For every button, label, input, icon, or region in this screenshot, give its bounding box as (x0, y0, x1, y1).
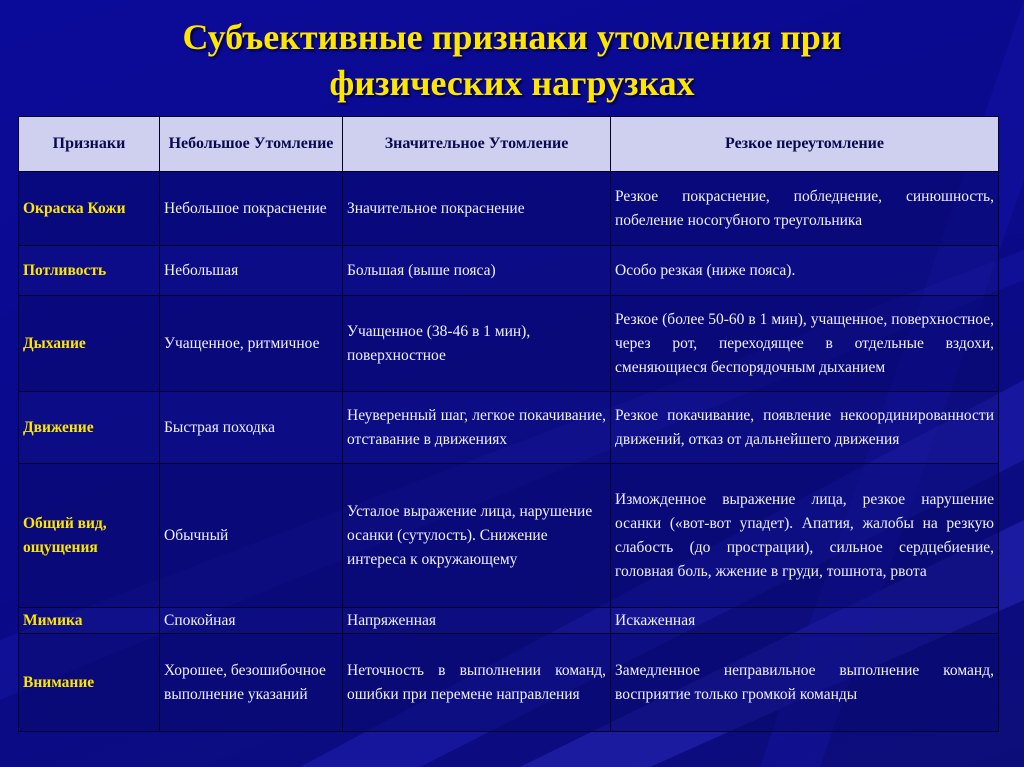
title-line-2: физических нагрузках (329, 63, 695, 103)
table-row (19, 392, 999, 464)
row-label: Внимание (19, 634, 160, 732)
cell-small: Хорошее, безошибочное выполнение указаний (160, 634, 343, 732)
cell-significant: Неуверенный шаг, легкое покачивание, отставание в движениях (343, 392, 611, 464)
cell-small: Обычный (160, 464, 343, 608)
cell-significant: Усталое выражение лица, нарушение осанки (сутулость). Снижение интереса к окружающему (343, 464, 611, 608)
table-row (19, 172, 999, 246)
cell-small: Спокойная (160, 608, 343, 634)
header-significant-fatigue: Значительное Утомление (343, 117, 611, 172)
cell-small: Быстрая походка (160, 392, 343, 464)
cell-significant: Большая (выше пояса) (343, 246, 611, 296)
table-row (19, 464, 999, 608)
table-row (19, 634, 999, 732)
cell-severe: Особо резкая (ниже пояса). (611, 246, 999, 296)
table-row (19, 246, 999, 296)
row-label: Потливость (19, 246, 160, 296)
cell-small: Небольшое покраснение (160, 172, 343, 246)
cell-severe: Резкое покачивание, появление некоординированности движений, отказ от дальнейшего движения (611, 392, 999, 464)
row-label: Окраска Кожи (19, 172, 160, 246)
cell-significant: Учащенное (38-46 в 1 мин), поверхностное (343, 296, 611, 392)
row-label: Общий вид, ощущения (19, 464, 160, 608)
page-title (0, 14, 1024, 106)
cell-severe: Искаженная (611, 608, 999, 634)
cell-significant: Значительное покраснение (343, 172, 611, 246)
cell-severe: Резкое покраснение, побледнение, синюшность, побеление носогубного треугольника (611, 172, 999, 246)
header-small-fatigue: Небольшое Утомление (160, 117, 343, 172)
header-severe-overfatigue: Резкое переутомление (611, 117, 999, 172)
title-line-1: Субъективные признаки утомления при (182, 17, 842, 57)
row-label: Мимика (19, 608, 160, 634)
cell-significant: Напряженная (343, 608, 611, 634)
header-row (19, 117, 999, 172)
cell-small: Учащенное, ритмичное (160, 296, 343, 392)
cell-small: Небольшая (160, 246, 343, 296)
row-label: Движение (19, 392, 160, 464)
table-row (19, 608, 999, 634)
fatigue-signs-table (18, 116, 999, 732)
cell-significant: Неточность в выполнении команд, ошибки при перемене направления (343, 634, 611, 732)
header-signs: Признаки (19, 117, 160, 172)
cell-severe: Замедленное неправильное выполнение команд, восприятие только громкой команды (611, 634, 999, 732)
table-row (19, 296, 999, 392)
cell-severe: Изможденное выражение лица, резкое нарушение осанки («вот-вот упадет). Апатия, жалобы на резкую слабость (до прострации), сильное сердцебиение, головная боль, жжение в груди, тошнота, рвота (611, 464, 999, 608)
row-label: Дыхание (19, 296, 160, 392)
cell-severe: Резкое (более 50-60 в 1 мин), учащенное, поверхностное, через рот, переходящее в отдельные вздохи, сменяющиеся беспорядочным дыханием (611, 296, 999, 392)
